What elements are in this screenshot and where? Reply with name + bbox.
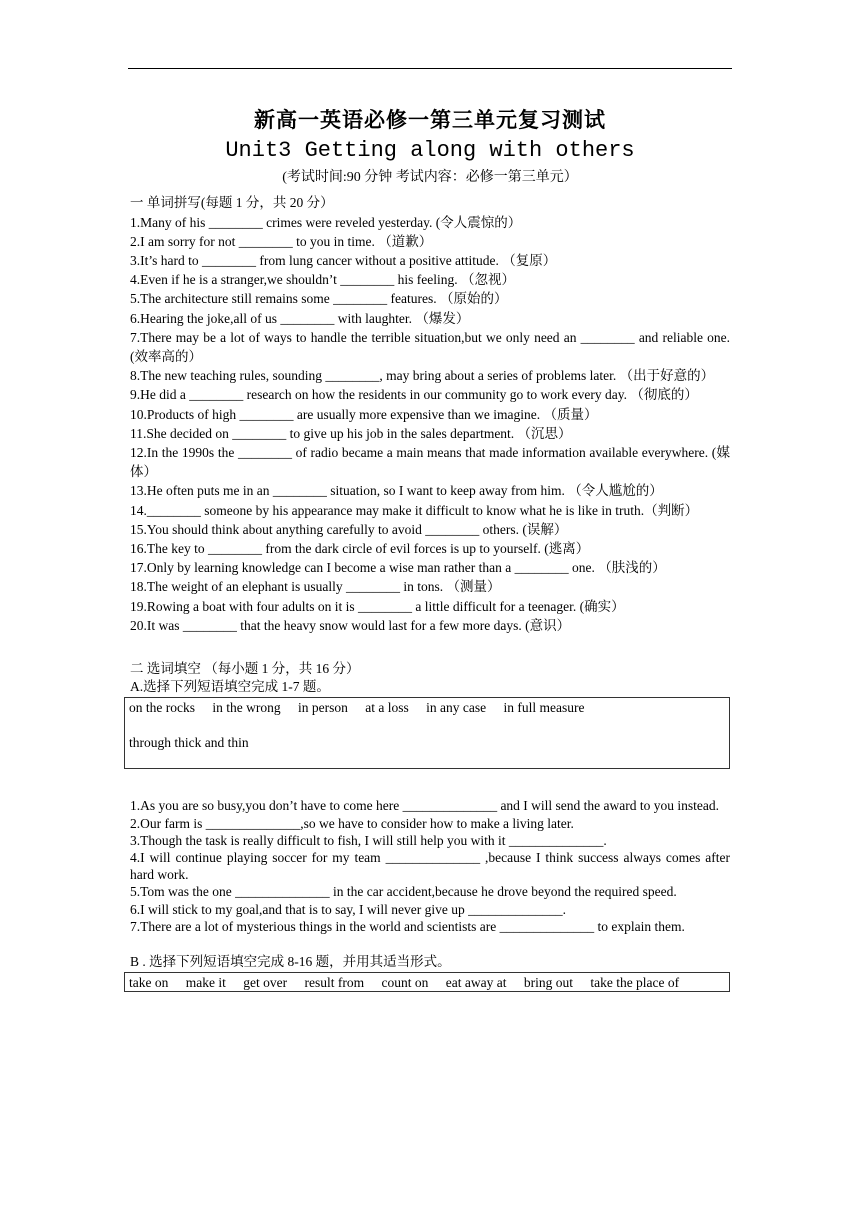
question-item: 8.The new teaching rules, sounding ________, may bring about a series of problems later. （出于好意的） [130, 368, 715, 384]
question-item: 14.________ someone by his appearance may make it difficult to know what he is like in truth.（判断） [130, 502, 699, 518]
section1-heading: 一 单词拼写(每题 1 分，共 20 分） [130, 195, 334, 210]
question-item: 12.In the 1990s the ________ of radio became a main means that made information available everywhere. (媒体） [130, 444, 730, 480]
phrase: count on [381, 975, 429, 991]
question-item: 1.Many of his ________ crimes were reveled yesterday. (令人震惊的） [130, 214, 522, 230]
phrase: in any case [426, 700, 487, 716]
phrase: bring out [523, 975, 573, 991]
question-item: 2.Our farm is ______________,so we have to consider how to make a living later. [130, 815, 574, 831]
title-english: Unit3 Getting along with others [225, 138, 635, 163]
question-item: 10.Products of high ________ are usually more expensive than we imagine. （质量） [130, 406, 598, 422]
exam-info: (考试时间:90 分钟 考试内容：必修一第三单元） [282, 170, 578, 185]
question-item: 2.I am sorry for not ________ to you in time. （道歉） [130, 233, 433, 249]
phrase: eat away at [445, 975, 507, 991]
section2-heading: 二 选词填空 （每小题 1 分，共 16 分） [130, 660, 360, 676]
question-item: 5.The architecture still remains some ________ features. （原始的） [130, 291, 508, 307]
part-a-instruction: A.选择下列短语填空完成 1-7 题。 [130, 679, 330, 695]
question-item: 16.The key to ________ from the dark circle of evil forces is up to yourself. (逃离） [130, 540, 590, 556]
section1-items [130, 213, 730, 635]
question-item: 13.He often puts me in an ________ situation, so I want to keep away from him. （令人尴尬的） [130, 483, 663, 499]
question-item: 9.He did a ________ research on how the residents in our community go to work every day. （彻底的） [130, 387, 698, 403]
question-item: 4.I will continue playing soccer for my team ______________ ,because I think success always comes after hard work. [130, 850, 730, 883]
question-item: 11.She decided on ________ to give up his job in the sales department. （沉思） [130, 425, 572, 441]
phrase: on the rocks [129, 700, 195, 716]
question-item: 3.Though the task is really difficult to fish, I will still help you with it ______________. [130, 832, 607, 848]
question-item: 15.You should think about anything carefully to avoid ________ others. (误解） [130, 521, 568, 537]
phrase-bank-a [124, 697, 730, 769]
question-item: 6.I will stick to my goal,and that is to say, I will never give up ______________. [130, 901, 566, 917]
question-item: 19.Rowing a boat with four adults on it is ________ a little difficult for a teenager. (确实） [130, 598, 625, 614]
phrase-bank-b [124, 972, 730, 992]
document-body [130, 104, 730, 992]
part-a-items [130, 797, 730, 935]
part-b-instruction: B . 选择下列短语填空完成 8-16 题，并用其适当形式。 [130, 954, 451, 970]
phrase: through thick and thin [129, 735, 249, 751]
question-item: 5.Tom was the one ______________ in the car accident,because he drove beyond the required speed. [130, 884, 677, 900]
question-item: 17.Only by learning knowledge can I become a wise man rather than a ________ one. （肤浅的） [130, 560, 666, 576]
question-item: 6.Hearing the joke,all of us ________ with laughter. （爆发） [130, 310, 470, 326]
phrase: in person [297, 700, 348, 716]
question-item: 7.There may be a lot of ways to handle the terrible situation,but we only need an ________ and reliable one. (效率高的） [130, 329, 730, 364]
question-item: 7.There are a lot of mysterious things in the world and scientists are ______________ to explain them. [130, 918, 685, 934]
phrase: at a loss [365, 700, 409, 716]
question-item: 4.Even if he is a stranger,we shouldn’t ________ his feeling. （忽视） [130, 272, 516, 288]
phrase: get over [243, 975, 288, 991]
phrase: take on [129, 975, 169, 991]
phrase: in full measure [503, 700, 585, 716]
question-item: 18.The weight of an elephant is usually ________ in tons. （测量） [130, 579, 501, 595]
question-item: 1.As you are so busy,you don’t have to come here ______________ and I will send the award to you instead. [130, 798, 720, 814]
phrase: take the place of [590, 975, 680, 991]
phrase: in the wrong [212, 700, 281, 716]
question-item: 20.It was ________ that the heavy snow would last for a few more days. (意识） [130, 617, 571, 633]
phrase-bank-a-row1 [129, 698, 725, 717]
phrase-bank-a-row2 [129, 733, 725, 752]
question-item: 3.It’s hard to ________ from lung cancer without a positive attitude. （复原） [130, 252, 557, 268]
title-chinese: 新高一英语必修一第三单元复习测试 [254, 107, 606, 132]
phrase: make it [185, 975, 226, 991]
header-rule [128, 68, 732, 69]
phrase: result from [304, 975, 365, 991]
